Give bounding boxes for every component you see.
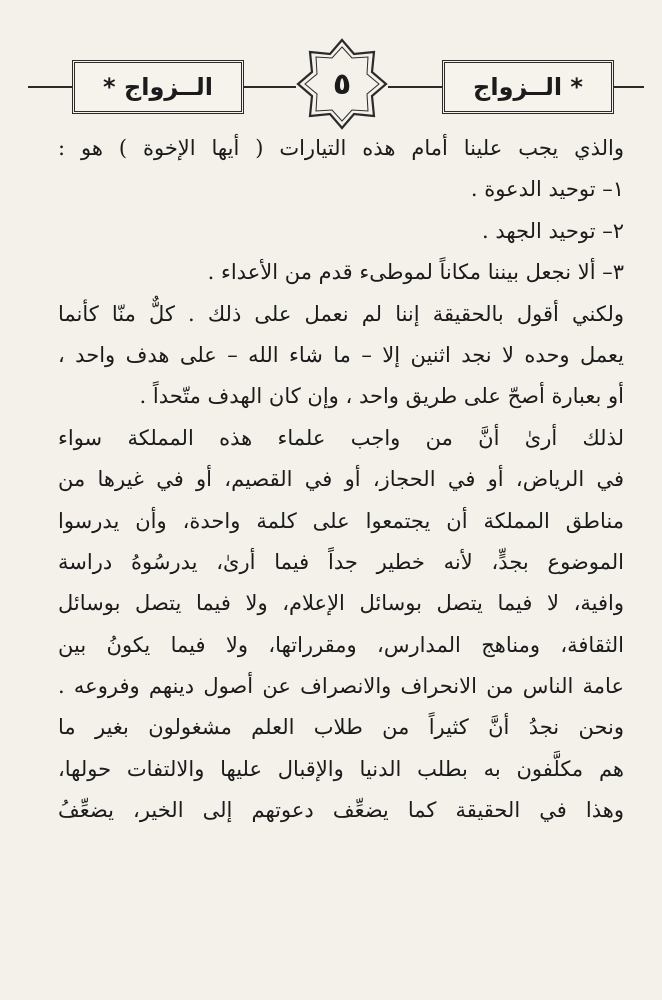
text-line: في الرياض، أو في الحجاز، أو في القصيم، أو في غيرها من: [58, 467, 624, 492]
page-header: [0, 0, 662, 130]
header-rule-center-left: [244, 86, 296, 88]
text-line: ولكني أقول بالحقيقة إننا لم نعمل على ذلك . كلٌّ منّا كأنما: [58, 301, 624, 326]
page-number: ٥: [332, 66, 352, 102]
running-title-right: * الــزواج: [442, 60, 614, 114]
text-line: ونحن نجدُ أنَّ كثيراً من طلاب العلم مشغولون بغير ما: [58, 715, 624, 740]
text-line: هم مكلَّفون به بطلب الدنيا والإقبال عليها والالتفات حولها،: [58, 756, 624, 781]
text-line: ٢– توحيد الجهد .: [481, 218, 624, 243]
header-rule-right: [614, 86, 644, 88]
text-line: أو بعبارة أصحّ على طريق واحد ، وإن كان الهدف متّحداً .: [139, 384, 624, 409]
text-line: يعمل وحده لا نجد اثنين إلا – ما شاء الله – على هدف واحد ،: [58, 342, 624, 367]
text-line: ١– توحيد الدعوة .: [470, 177, 624, 202]
header-rule-center-right: [388, 86, 442, 88]
text-line: عامة الناس من الانحراف والانصراف عن أصول دينهم وفروعه .: [58, 674, 624, 699]
text-line: وهذا في الحقيقة كما يضعِّف دعوتهم إلى الخير، يضعِّفُ: [58, 798, 624, 823]
text-line: الموضوع بجدٍّ، لأنه خطير جداً فيما أرىٰ، يدرسُوهُ دراسة: [58, 549, 624, 574]
running-title-left: الــزواج *: [72, 60, 244, 114]
text-line: والذي يجب علينا أمام هذه التيارات ( أيها الإخوة ) هو :: [58, 136, 624, 160]
text-line: وافية، لا فيما يتصل بوسائل الإعلام، ولا فيما يتصل بوسائل: [58, 591, 624, 616]
text-line: مناطق المملكة أن يجتمعوا على كلمة واحدة، وأن يدرسوا: [58, 508, 624, 533]
text-line: الثقافة، ومناهج المدارس، ومقرراتها، ولا فيما يكونُ بين: [58, 632, 624, 657]
header-rule-left: [28, 86, 72, 88]
text-line: ٣– ألا نجعل بيننا مكاناً لموطىء قدم من الأعداء .: [207, 260, 624, 285]
text-line: لذلك أرىٰ أنَّ من واجب علماء هذه المملكة سواء: [58, 425, 624, 450]
page-number-ornament: [292, 34, 392, 134]
body-text: [58, 128, 624, 832]
